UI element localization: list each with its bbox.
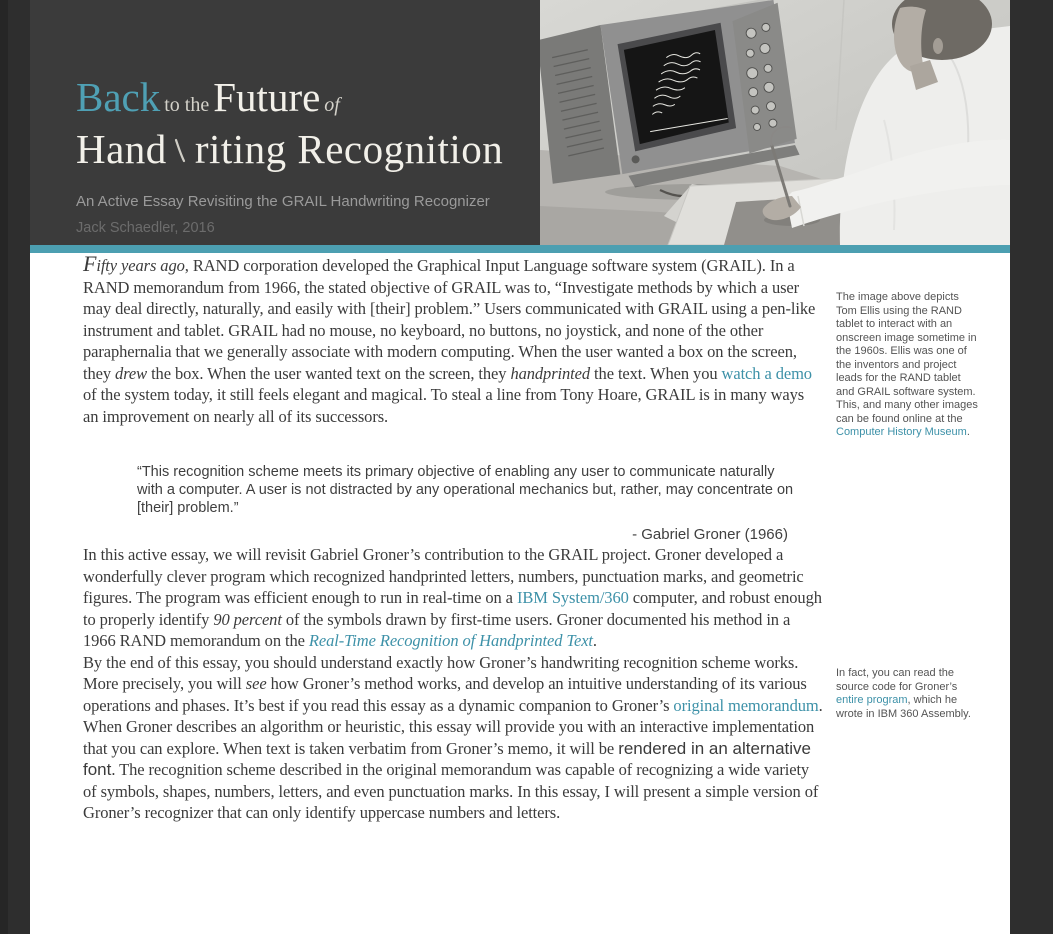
realtime-recognition-link[interactable]: Real-Time Recognition of Handprinted Text bbox=[308, 631, 593, 650]
text-segment: . bbox=[966, 426, 970, 438]
text-segment: . The recognition scheme described in the original memorandum was capable of recognizing a wide variety of symbols, shapes, numbers, letters, and even punctuation marks. In this essay, I will present a simple version of Groner’s recognizer that can only identify uppercase numbers and letters. bbox=[83, 760, 819, 822]
text-segment: . bbox=[592, 631, 597, 650]
margin-note-source-code bbox=[836, 667, 980, 721]
rand-tablet-photo bbox=[540, 0, 1010, 245]
text-segment: of the symbols drawn by first-time users. Groner documented his method in a 1966 RAND memorandum on the bbox=[83, 609, 791, 650]
text-segment: the text. When you bbox=[590, 363, 722, 383]
title-word-back: Back bbox=[76, 74, 161, 120]
text-segment: , RAND corporation developed the Graphical Input Language software system (GRAIL). In a RAND memorandum from 1966, the stated objective of GRAIL was to, “Investigate methods by which a user may deal directly, naturally, and easily with [their] problem.” Users communicated with GRAIL using a pen-like instrument and tablet. GRAIL had no mouse, no keyboard, no buttons, no joystick, and none of the other paraphernalia that we generally associate with modern computing. When the user wanted a box on the screen, they bbox=[83, 256, 816, 383]
title-word-hand: Hand bbox=[76, 126, 167, 172]
text-segment: of the system today, it still feels elegant and magical. To steal a line from Tony Hoare, GRAIL is in many ways an improvement on nearly all of its successors. bbox=[83, 385, 805, 426]
title-line-2 bbox=[76, 128, 503, 180]
original-memorandum-link[interactable]: original memorandum bbox=[673, 695, 819, 715]
title-word-riting: riting Recognition bbox=[194, 126, 504, 172]
text-segment: The image above depicts Tom Ellis using the RAND tablet to interact with an onscreen image sometime in the 1960s. Ellis was one of the inventors and project leads for the RAND tablet and GRAIL software system. This, and many other images can be found online at the bbox=[836, 291, 978, 425]
text-segment: In fact, you can read the source code for Groner’s bbox=[836, 667, 958, 693]
paragraph-intro bbox=[83, 253, 823, 427]
handwritten-w-stroke[interactable] bbox=[170, 135, 192, 167]
page-left-edge bbox=[0, 0, 8, 934]
lead-in-phrase bbox=[83, 253, 185, 276]
essay-body bbox=[83, 253, 823, 824]
article-content bbox=[30, 253, 1010, 934]
accent-divider bbox=[30, 245, 1010, 253]
ibm-system-360-link[interactable]: IBM System/360 bbox=[516, 588, 629, 607]
text-segment: By the end of this essay, you should understand exactly how Groner’s handwriting recognition scheme works. More precisely, you will bbox=[83, 652, 799, 693]
text-segment: computer, and robust enough to properly identify bbox=[83, 588, 822, 629]
title-word-of: of bbox=[324, 94, 340, 116]
title-word-future: Future bbox=[213, 74, 321, 120]
text-segment: . When Groner describes an algorithm or heuristic, this essay will provide you with an interactive implementation that you can explore. When text is taken verbatim from Groner’s memo, it will be bbox=[83, 695, 823, 758]
text-segment: , which he wrote in IBM 360 Assembly. bbox=[836, 694, 971, 720]
title-line-1 bbox=[76, 74, 503, 130]
quote-text: “This recognition scheme meets its primary objective of enabling any user to communicate naturally with a computer. A user is not distracted by any operational mechanics but, rather, may concentrate on [their] problem.” bbox=[137, 464, 794, 516]
text-segment: the box. When the user wanted text on the screen, they bbox=[147, 363, 511, 383]
alternative-font-sample: rendered in an alternative font bbox=[83, 738, 811, 779]
groner-quote bbox=[137, 463, 797, 544]
margin-note-photo-caption bbox=[836, 291, 980, 440]
lead-initial: F bbox=[83, 253, 97, 276]
entire-program-link[interactable]: entire program bbox=[836, 694, 908, 706]
subtitle: An Active Essay Revisiting the GRAIL Handwriting Recognizer bbox=[76, 193, 490, 210]
emphasized-text: 90 percent bbox=[213, 609, 282, 629]
content-column bbox=[30, 0, 1010, 934]
text-segment: In this active essay, we will revisit Gabriel Groner’s contribution to the GRAIL project. Groner developed a wonderfully clever program which recognized handprinted letters, numbers, punctuation marks, and geometric figures. The program was efficient enough to run in real-time on a bbox=[83, 545, 804, 607]
watch-a-demo-link[interactable]: watch a demo bbox=[721, 363, 812, 383]
title-block bbox=[76, 74, 503, 237]
author-byline: Jack Schaedler, 2016 bbox=[76, 220, 215, 236]
title-word-tothe: to the bbox=[164, 94, 210, 116]
header bbox=[30, 0, 1010, 245]
text-segment: how Groner’s method works, and develop an intuitive understanding of its various operations and phases. It’s best if you read this essay as a dynamic companion to Groner’s bbox=[83, 674, 807, 715]
paragraph-overview bbox=[83, 544, 823, 652]
text-segment: ifty years ago bbox=[96, 256, 185, 275]
emphasized-text: handprinted bbox=[510, 363, 591, 383]
emphasized-text: see bbox=[245, 674, 267, 693]
quote-attribution: - Gabriel Groner (1966) bbox=[632, 526, 788, 543]
emphasized-text: drew bbox=[115, 363, 148, 383]
computer-history-museum-link[interactable]: Computer History Museum bbox=[836, 426, 967, 438]
paragraph-goals bbox=[83, 652, 823, 824]
